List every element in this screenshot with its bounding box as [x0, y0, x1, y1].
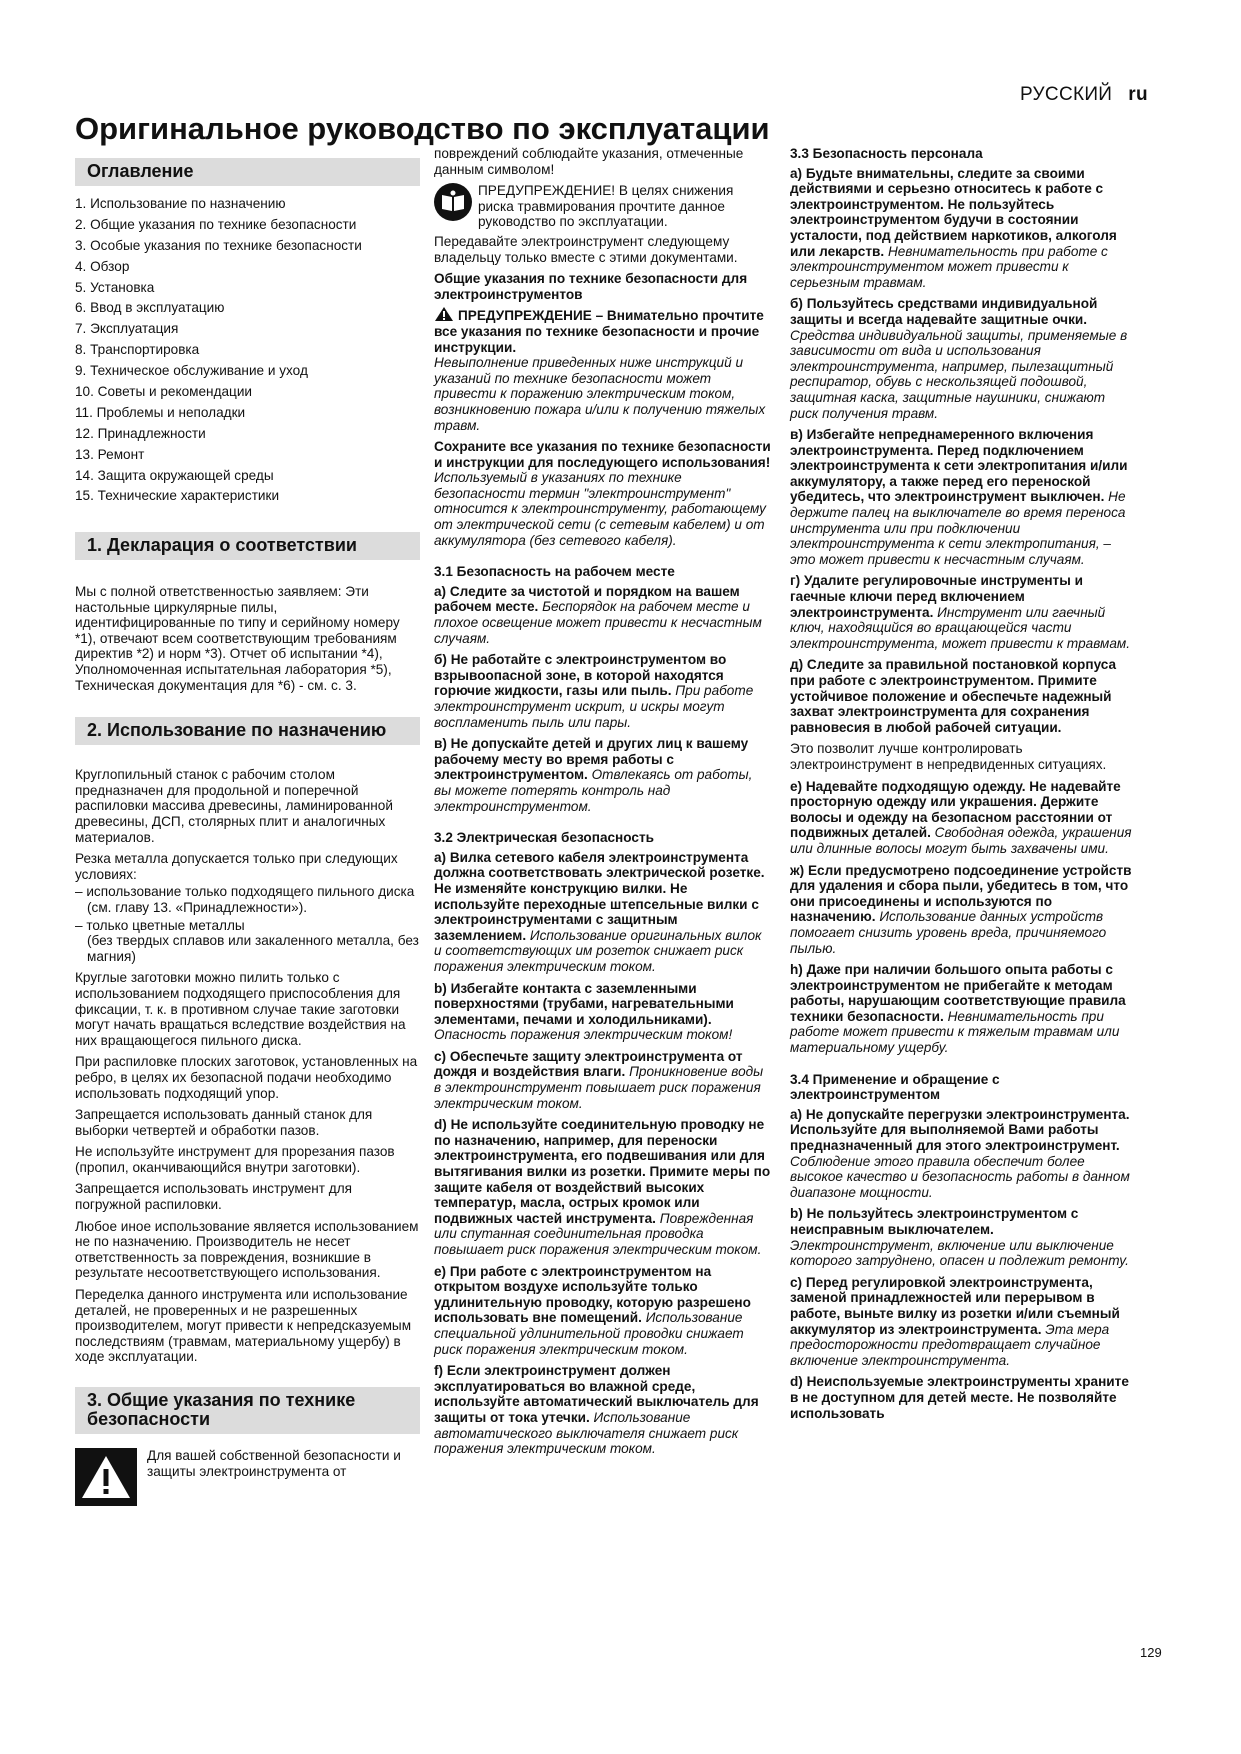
rule-item [790, 296, 1132, 421]
rule-bold: в) Избегайте непреднамеренного включения электроинструмента. Перед подключением электроинструмента к сети электропитания и/или аккумулятору, а также перед его переноской убедитесь, что электроинструмент выключен. [790, 427, 1128, 505]
paragraph: Переделка данного инструмента или использование деталей, не проверенных и не разрешенных производителем, могут привести к непредсказуемым последствиям (травмам, материальному ущербу) в ходе эксплуатации. [75, 1287, 412, 1365]
list-item: – использование только подходящего пильного диска [75, 884, 415, 900]
rule-item [434, 1363, 772, 1457]
rule-bold: а) Будьте внимательны, следите за своими действиями и серьезно относитесь к работе с электроинструментом. Не пользуйтесь электроинструментом будучи в состоянии усталости, под действием наркотиков, алкоголя или лекарств. [790, 165, 1117, 259]
rule-bold: c) Перед регулировкой электроинструмента, заменой принадлежностей или перерывом в работе, выньте вилку из розетки и/или съемный аккумулятор из электроинструмента. [790, 1274, 1120, 1337]
warning-triangle-icon [75, 1448, 137, 1506]
paragraph: Это позволит лучше контролировать электроинструмент в непредвиденных ситуациях. [790, 741, 1107, 772]
paragraph: Резка металла допускается только при следующих условиях: [75, 851, 398, 882]
rule-italic: Использование оригинальных вилок и соответствующих им розеток снижает риск поражения электрическим током. [434, 927, 762, 974]
paragraph: При распиловке плоских заготовок, установленных на ребро, в целях их безопасной подачи необходимо использовать подходящий упор. [75, 1054, 418, 1101]
small-warning-icon [434, 306, 454, 322]
rule-bold: b) Избегайте контакта с заземленными поверхностями (трубами, нагревательными элементами, печами и холодильниками). [434, 980, 734, 1027]
rule-item: д) Следите за правильной постановкой корпуса при работе с электроинструментом. Примите устойчивое положение и обеспечьте надежный захват электроинструмента для сохранения равновесия в любой рабочей ситуации. [790, 657, 1117, 735]
subheading: 3.3 Безопасность персонала [790, 146, 983, 161]
rule-italic: При работе электроинструмент искрит, и искры могут воспламенить пыль или пары. [434, 683, 754, 730]
rule-italic: Беспорядок на рабочем месте и плохое освещение может привести к несчастным случаям. [434, 599, 762, 646]
toc-item[interactable]: 8. Транспортировка [75, 342, 200, 358]
rule-italic: Эта мера предосторожности предотвращает случайное включение электроинструмента. [790, 1321, 1110, 1368]
rule-bold: б) Не работайте с электроинструментом во взрывоопасной зоне, в которой находятся горючие жидкости, газы или пыль. [434, 652, 727, 699]
rule-bold: е) Надевайте подходящую одежду. Не надевайте просторную одежду или украшения. Держите волосы и одежду на безопасном расстоянии от подвижных деталей. [790, 778, 1121, 841]
rule-item [790, 166, 1132, 291]
rule-italic: Инструмент или гаечный ключ, находящийся во вращающейся части электроинструмента, может привести к травмам. [790, 604, 1130, 651]
paragraph: Запрещается использовать инструмент для погружной распиловки. [75, 1181, 353, 1213]
language-label [1020, 84, 1188, 106]
rule-bold: ж) Если предусмотрено подсоединение устройств для удаления и сбора пыли, убедитесь в том, что они присоединены и используются по назначению. [790, 862, 1132, 925]
paragraph: Запрещается использовать данный станок для выборки четвертей и обработки пазов. [75, 1107, 373, 1138]
column-right [790, 146, 1132, 1427]
rule-item [434, 584, 772, 646]
paragraph: Круглопильный станок с рабочим столом предназначен для продольной и поперечной распиловки массива древесины, ламинированной древесины, ДСП, столярных плит и аналогичных материалов. [75, 767, 393, 845]
rule-item [434, 1049, 772, 1111]
bold-text: Сохраните все указания по технике безопасности и инструкции для последующего использования! [434, 439, 771, 470]
declaration-text: Мы с полной ответственностью заявляем: Эти настольные циркулярные пилы, идентифицированные по типу и серийному номеру *1), отвечают всем соответствующим требованиям директив *2) и норм *3). Отчет об испытании *4), Уполномоченная испытательная лаборатория *5), Техническая документация для *6) - см. с. 3. [75, 584, 400, 693]
subheading: 3.2 Электрическая безопасность [434, 830, 654, 846]
toc-item[interactable]: 7. Эксплуатация [75, 321, 179, 337]
warning-bold: ПРЕДУПРЕЖДЕНИЕ – Внимательно прочтите все указания по технике безопасности и прочие инструкции. [434, 308, 764, 355]
subheading: 3.1 Безопасность на рабочем месте [434, 564, 675, 580]
warning-text: Для вашей собственной безопасности и защиты электроинструмента от [147, 1448, 401, 1479]
toc-item[interactable]: 9. Техническое обслуживание и уход [75, 363, 308, 379]
manual-warning-text: ПРЕДУПРЕЖДЕНИЕ! В целях снижения риска травмирования прочтите данное руководство по эксплуатации. [478, 183, 734, 230]
rule-item [790, 1206, 1132, 1268]
toc-item[interactable]: 5. Установка [75, 279, 155, 295]
column-left [75, 158, 420, 1506]
warning-paragraph [434, 306, 772, 355]
page-number: 129 [1140, 1645, 1162, 1660]
rule-bold: а) Следите за чистотой и порядком на вашем рабочем месте. [434, 583, 740, 615]
rule-italic: Проникновение воды в электроинструмент повышает риск поражения электрическим током. [434, 1064, 764, 1111]
italic-text: Используемый в указаниях по технике безопасности термин "электроинструмент" относится к электроинструменту, работающему от электрической сети (с сетевым кабелем) и от аккумулятора (без сетевого кабеля). [434, 470, 766, 548]
rule-italic: Свободная одежда, украшения или длинные волосы могут быть захвачены ими. [790, 825, 1132, 856]
toc-item[interactable]: 12. Принадлежности [75, 425, 206, 441]
rule-item [790, 779, 1132, 857]
rule-bold: e) При работе с электроинструментом на открытом воздухе используйте только удлинительную проводку, которую разрешено использовать вне помещений. [434, 1263, 751, 1326]
rule-bold: c) Обеспечьте защиту электроинструмента от дождя и воздействия влаги. [434, 1048, 743, 1080]
rule-bold: в) Не допускайте детей и других лиц к вашему рабочему месту во время работы с электроинструментом. [434, 736, 749, 783]
toc-item[interactable]: 2. Общие указания по технике безопасности [75, 216, 357, 232]
toc-item[interactable]: 1. Использование по назначению [75, 196, 286, 211]
rule-italic: Средства индивидуальной защиты, применяемые в зависимости от вида и использования электроинструмента, например, пылезащитный респиратор, обувь с нескользящей подошвой, защитная каска, защитные наушники, снижают риск получения травм. [790, 327, 1128, 421]
toc-list [75, 196, 420, 504]
italic-text: Невыполнение приведенных ниже инструкций и указаний по технике безопасности может привести к поражению электрическим током, возникновению пожара и/или к получению тяжелых травм. [434, 355, 766, 433]
rule-italic: Использование специальной удлинительной проводки снижает риск поражения электрическим током. [434, 1310, 744, 1357]
rule-italic: Не держите палец на выключателе во время переноса инструмента или при подключении электроинструмента к сети электропитания, – это может привести к несчастным случаям. [790, 489, 1126, 567]
language-code: ru [1128, 84, 1148, 105]
rule-item [434, 850, 772, 975]
toc-item[interactable]: 4. Обзор [75, 258, 130, 274]
document-title: Оригинальное руководство по эксплуатации [75, 111, 770, 146]
rule-bold: а) Не допускайте перегрузки электроинструмента. Используйте для выполняемой Вами работы предназначенный для этого электроинструмент. [790, 1106, 1130, 1154]
rule-item [790, 427, 1132, 567]
rule-item [434, 736, 772, 814]
rule-italic: Невнимательность при работе может привести к тяжелым травмам или материальному ущербу. [790, 1008, 1120, 1056]
rule-italic: Использование данных устройств помогает снизить уровень вреда, причиняемого пылью. [790, 909, 1107, 956]
toc-item[interactable]: 3. Особые указания по технике безопасности [75, 237, 362, 253]
rule-item [790, 573, 1132, 651]
rule-bold: а) Вилка сетевого кабеля электроинструмента должна соответствовать электрической розетке. Не изменяйте конструкцию вилки. Не используйте переходные штепсельные вилки с электроинструментами с защитным заземлением. [434, 849, 765, 943]
read-manual-icon [434, 183, 472, 221]
paragraph: Передавайте электроинструмент следующему владельцу только вместе с этими документами. [434, 233, 738, 265]
rule-italic: Электроинструмент, включение или выключение которого затруднено, опасен и подлежит ремонту. [790, 1237, 1129, 1269]
toc-item[interactable]: 13. Ремонт [75, 446, 145, 462]
rule-item [790, 1275, 1132, 1369]
language-name: РУССКИЙ [1020, 84, 1113, 105]
subheading: 3.4 Применение и обращение с электроинструментом [790, 1071, 1000, 1103]
toc-item[interactable]: 6. Ввод в эксплуатацию [75, 300, 225, 316]
rule-bold: b) Не пользуйтесь электроинструментом с неисправным выключателем. [790, 1206, 1079, 1237]
paragraph: повреждений соблюдайте указания, отмеченные данным символом! [434, 146, 744, 177]
paragraph: Круглые заготовки можно пилить только с использованием подходящего приспособления для фиксации, т. к. в противном случае такие заготовки могут начать вращаться вследствие воздействия на них вращающегося пильного диска. [75, 970, 406, 1048]
intended-use-body [75, 767, 420, 1365]
rule-item [434, 981, 772, 1043]
rule-bold: d) Не используйте соединительную проводку не по назначению, например, для переноски электроинструмента, его подвешивания или для вытягивания вилки из розетки. Примите меры по защите кабеля от воздействий высоких температур, масла, острых кромок или подвижных частей инструмента. [434, 1117, 771, 1226]
rule-bold: f) Если электроинструмент должен эксплуатироваться во влажной среде, используйте автоматический выключатель для защиты от тока утечки. [434, 1363, 759, 1425]
manual-warning [434, 183, 772, 230]
warning-block [75, 1448, 420, 1506]
rule-item [790, 863, 1132, 957]
rule-italic: Соблюдение этого правила обеспечит более высокое качество и безопасность работы в данном диапазоне мощности. [790, 1153, 1130, 1200]
rule-bold: б) Пользуйтесь средствами индивидуальной защиты и всегда надевайте защитные очки. [790, 296, 1098, 327]
declaration-heading: 1. Декларация о соответствии [75, 532, 420, 560]
rule-bold: г) Удалите регулировочные инструменты и гаечные ключи перед включением электроинструмента. [790, 573, 1083, 620]
paragraph: Не используйте инструмент для прорезания пазов (пропил, оканчивающийся внутри заготовки). [75, 1144, 395, 1175]
toc-item[interactable]: 15. Технические характеристики [75, 488, 280, 504]
paragraph: Любое иное использование является использованием не по назначению. Производитель не несет ответственность за повреждения, возникшие в результате несоответствующего использования. [75, 1218, 419, 1281]
list-item-note: (см. главу 13. «Принадлежности»). [87, 899, 308, 915]
rule-item: d) Неиспользуемые электроинструменты храните в не доступном для детей месте. Не позволяйте использовать [790, 1374, 1129, 1421]
column-middle [434, 146, 772, 1463]
rule-italic: Невнимательность при работе с электроинструментом может привести к серьезным травмам. [790, 243, 1108, 290]
toc-item[interactable]: 14. Защита окружающей среды [75, 467, 274, 483]
rule-item [790, 962, 1132, 1056]
toc-item[interactable]: 10. Советы и рекомендации [75, 384, 253, 400]
subheading: Общие указания по технике безопасности для электроинструментов [434, 271, 748, 302]
rule-item [434, 1264, 772, 1358]
rule-item [434, 652, 772, 730]
rule-item [434, 1117, 772, 1257]
rule-item [790, 1107, 1132, 1201]
toc-heading: Оглавление [75, 158, 420, 186]
rule-italic: Отвлекаясь от работы, вы можете потерять контроль над электроинструментом. [434, 767, 753, 814]
intended-use-heading: 2. Использование по назначению [75, 717, 420, 745]
list-item-note: (без твердых сплавов или закаленного металла, без магния) [87, 933, 419, 964]
list-item: – только цветные металлы [75, 917, 245, 933]
rule-bold: h) Даже при наличии большого опыта работы с электроинструментом не прибегайте к методам работы, нарушающим соответствующие правила техники безопасности. [790, 962, 1126, 1024]
general-safety-heading: 3. Общие указания по технике безопасности [75, 1387, 420, 1434]
rule-italic: Использование автоматического выключателя снижает риск поражения электрическим током. [434, 1409, 739, 1457]
toc-item[interactable]: 11. Проблемы и неполадки [75, 404, 246, 420]
rule-italic: Поврежденная или спутанная соединительная проводка повышает риск поражения электрическим током. [434, 1210, 762, 1257]
rule-italic: Опасность поражения электрическим током! [434, 1027, 733, 1043]
